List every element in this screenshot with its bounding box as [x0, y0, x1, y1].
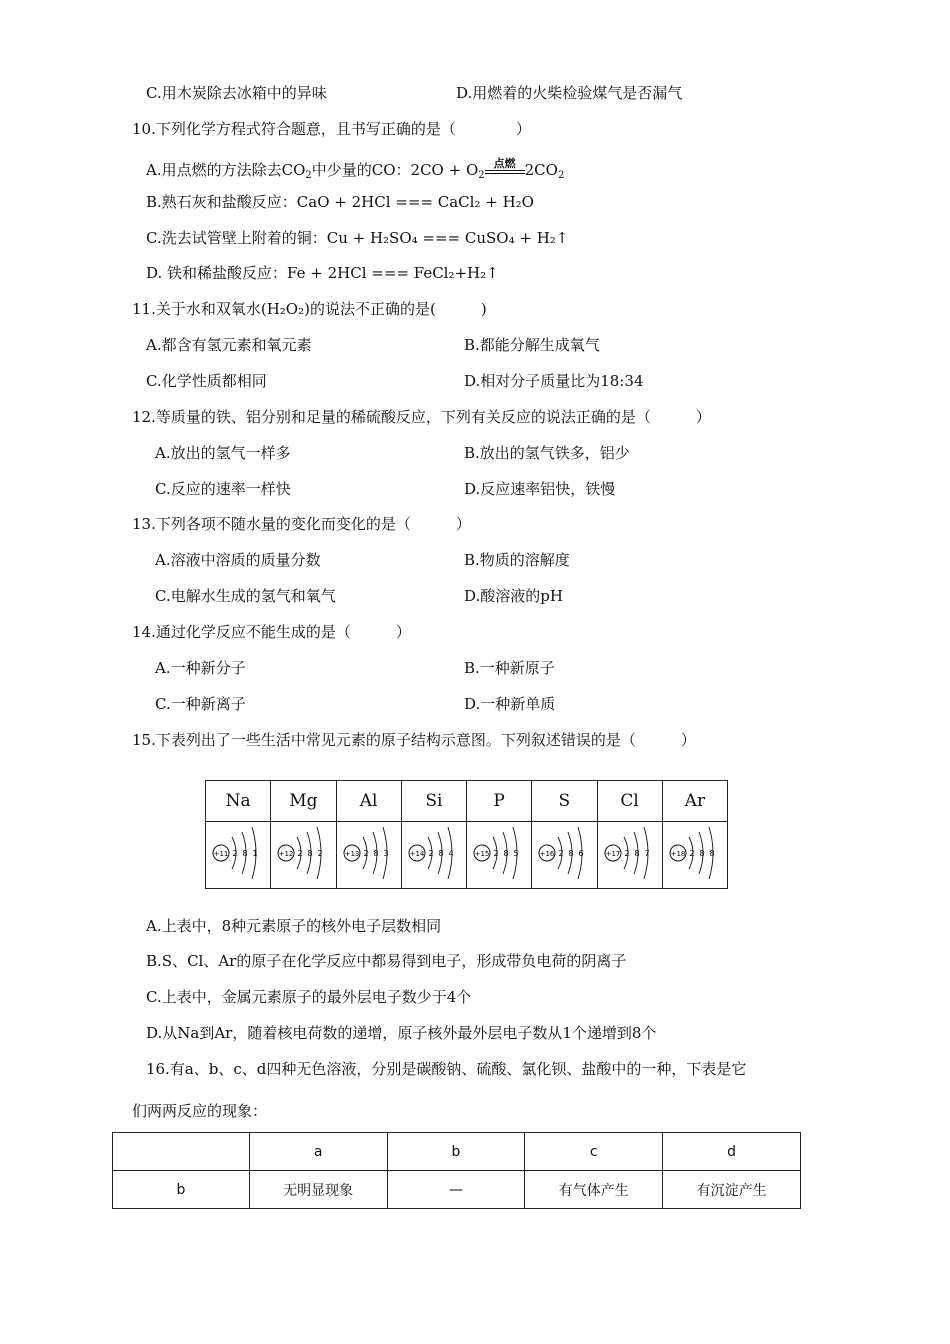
shell-electron-count: 8: [242, 849, 248, 858]
shell-electron-count: 2: [493, 849, 499, 858]
q10-option-c: C.洗去试管壁上附着的铜：Cu + H₂SO₄ === CuSO₄ + H₂↑: [146, 229, 569, 247]
q15-option-c: C.上表中，金属元素原子的最外层电子数少于4个: [146, 988, 472, 1006]
reaction-condition-arrow: 点燃: [485, 160, 525, 180]
element-symbol-cell: Al: [336, 781, 401, 822]
nucleus-charge: +13: [344, 850, 360, 858]
shell-electron-count: 8: [438, 849, 444, 858]
question-11: 11.关于水和双氧水(H₂O₂)的说法不正确的是( ): [132, 300, 487, 318]
q13-option-a: A.溶液中溶质的质量分数: [155, 551, 321, 569]
question-15: 15.下表列出了一些生活中常见元素的原子结构示意图。下列叙述错误的是（ ）: [132, 731, 696, 749]
q11-option-c: C.化学性质都相同: [146, 372, 267, 390]
question-16-continued: 们两两反应的现象：: [132, 1102, 268, 1120]
nucleus-charge: +12: [278, 850, 294, 858]
element-symbol-row: [206, 781, 728, 822]
shell-electron-count: 8: [373, 849, 379, 858]
atom-diagram-cell: [271, 822, 336, 889]
question-14: 14.通过化学反应不能生成的是（ ）: [132, 623, 411, 641]
shell-electron-count: 7: [644, 849, 650, 858]
atom-structure-diagram: [273, 823, 333, 883]
shell-electron-count: 3: [383, 849, 389, 858]
q14-option-b: B.一种新原子: [464, 659, 555, 677]
atom-structure-diagram: [665, 823, 725, 883]
nucleus-charge: +11: [213, 850, 229, 858]
atom-diagram-cell: [336, 822, 401, 889]
nucleus-charge: +16: [539, 850, 555, 858]
shell-electron-count: 8: [568, 849, 574, 858]
atom-structure-diagram: [600, 823, 660, 883]
atom-diagram-cell: [532, 822, 597, 889]
shell-electron-count: 1: [252, 849, 258, 858]
atom-structure-diagram: [339, 823, 399, 883]
q15-option-d: D.从Na到Ar，随着核电荷数的递增，原子核外最外层电子数从1个递增到8个: [146, 1024, 657, 1042]
reaction-table: [112, 1132, 801, 1209]
atom-structure-diagram: [534, 823, 594, 883]
q14-option-d: D.一种新单质: [464, 695, 556, 713]
atom-diagram-row: [206, 822, 728, 889]
q15-option-a: A.上表中，8种元素原子的核外电子层数相同: [146, 917, 442, 935]
shell-electron-count: 4: [448, 849, 454, 858]
question-12: 12.等质量的铁、铝分别和足量的稀硫酸反应，下列有关反应的说法正确的是（ ）: [132, 408, 711, 426]
shell-electron-count: 2: [363, 849, 369, 858]
reaction-table-header: [113, 1133, 801, 1171]
question-10: 10.下列化学方程式符合题意，且书写正确的是（ ）: [132, 120, 531, 138]
q10-option-a: A.用点燃的方法除去$CO_2$中少量的CO：$2CO + O_2$ 点燃 $2CO_2$: [146, 157, 565, 181]
q9-option-c: C.用木炭除去冰箱中的异味: [146, 84, 327, 102]
shell-electron-count: 8: [634, 849, 640, 858]
nucleus-charge: +15: [474, 850, 490, 858]
header-cell: [113, 1133, 250, 1171]
table-cell: b: [113, 1171, 250, 1209]
element-symbol-cell: Na: [206, 781, 271, 822]
q10-option-b: B.熟石灰和盐酸反应：CaO + 2HCl === CaCl₂ + H₂O: [146, 193, 534, 211]
q13-option-c: C.电解水生成的氢气和氧气: [155, 587, 336, 605]
q9-option-d: D.用燃着的火柴检验煤气是否漏气: [456, 84, 683, 102]
atom-diagram-cell: [401, 822, 466, 889]
q11-option-a: A.都含有氢元素和氧元素: [146, 336, 312, 354]
q11-option-d: D.相对分子质量比为18:34: [464, 372, 644, 390]
shell-electron-count: 2: [624, 849, 630, 858]
shell-electron-count: 2: [317, 849, 323, 858]
table-cell: 有气体产生: [525, 1171, 663, 1209]
shell-electron-count: 2: [297, 849, 303, 858]
q12-option-d: D.反应速率铝快，铁慢: [464, 480, 616, 498]
table-cell: 无明显现象: [249, 1171, 387, 1209]
reaction-table-row: [113, 1171, 801, 1209]
element-symbol-cell: Cl: [597, 781, 662, 822]
shell-electron-count: 2: [428, 849, 434, 858]
nucleus-charge: +14: [409, 850, 425, 858]
header-cell: c: [525, 1133, 663, 1171]
q13-option-d: D.酸溶液的pH: [464, 587, 563, 605]
nucleus-charge: +17: [605, 850, 621, 858]
table-cell: —: [387, 1171, 525, 1209]
q12-option-a: A.放出的氢气一样多: [155, 444, 291, 462]
shell-electron-count: 8: [503, 849, 509, 858]
q15-option-b: B.S、Cl、Ar的原子在化学反应中都易得到电子，形成带负电荷的阴离子: [146, 952, 627, 970]
q14-option-a: A.一种新分子: [155, 659, 246, 677]
element-symbol-cell: Si: [401, 781, 466, 822]
q14-option-c: C.一种新离子: [155, 695, 246, 713]
nucleus-charge: +18: [670, 850, 686, 858]
atom-diagram-cell: [597, 822, 662, 889]
atom-structure-diagram: [208, 823, 268, 883]
shell-electron-count: 2: [689, 849, 695, 858]
atom-diagram-cell: [206, 822, 271, 889]
q13-option-b: B.物质的溶解度: [464, 551, 570, 569]
q11-option-b: B.都能分解生成氧气: [464, 336, 600, 354]
shell-electron-count: 8: [307, 849, 313, 858]
atom-structure-diagram: [469, 823, 529, 883]
shell-electron-count: 8: [709, 849, 715, 858]
element-symbol-cell: Mg: [271, 781, 336, 822]
atom-structure-table: [205, 780, 728, 889]
atom-diagram-cell: [467, 822, 532, 889]
q10-option-d: D. 铁和稀盐酸反应：Fe + 2HCl === FeCl₂+H₂↑: [146, 264, 499, 282]
shell-electron-count: 2: [558, 849, 564, 858]
shell-electron-count: 6: [578, 849, 584, 858]
question-16: 16.有a、b、c、d四种无色溶液，分别是碳酸钠、硫酸、氯化钡、盐酸中的一种，下表是它: [146, 1060, 747, 1078]
atom-diagram-cell: [662, 822, 727, 889]
element-symbol-cell: S: [532, 781, 597, 822]
shell-electron-count: 5: [513, 849, 519, 858]
header-cell: d: [663, 1133, 801, 1171]
atom-structure-diagram: [404, 823, 464, 883]
table-cell: 有沉淀产生: [663, 1171, 801, 1209]
element-symbol-cell: P: [467, 781, 532, 822]
q12-option-b: B.放出的氢气铁多，铝少: [464, 444, 630, 462]
element-symbol-cell: Ar: [662, 781, 727, 822]
header-cell: b: [387, 1133, 525, 1171]
q12-option-c: C.反应的速率一样快: [155, 480, 291, 498]
question-13: 13.下列各项不随水量的变化而变化的是（ ）: [132, 515, 471, 533]
header-cell: a: [249, 1133, 387, 1171]
shell-electron-count: 2: [232, 849, 238, 858]
shell-electron-count: 8: [699, 849, 705, 858]
